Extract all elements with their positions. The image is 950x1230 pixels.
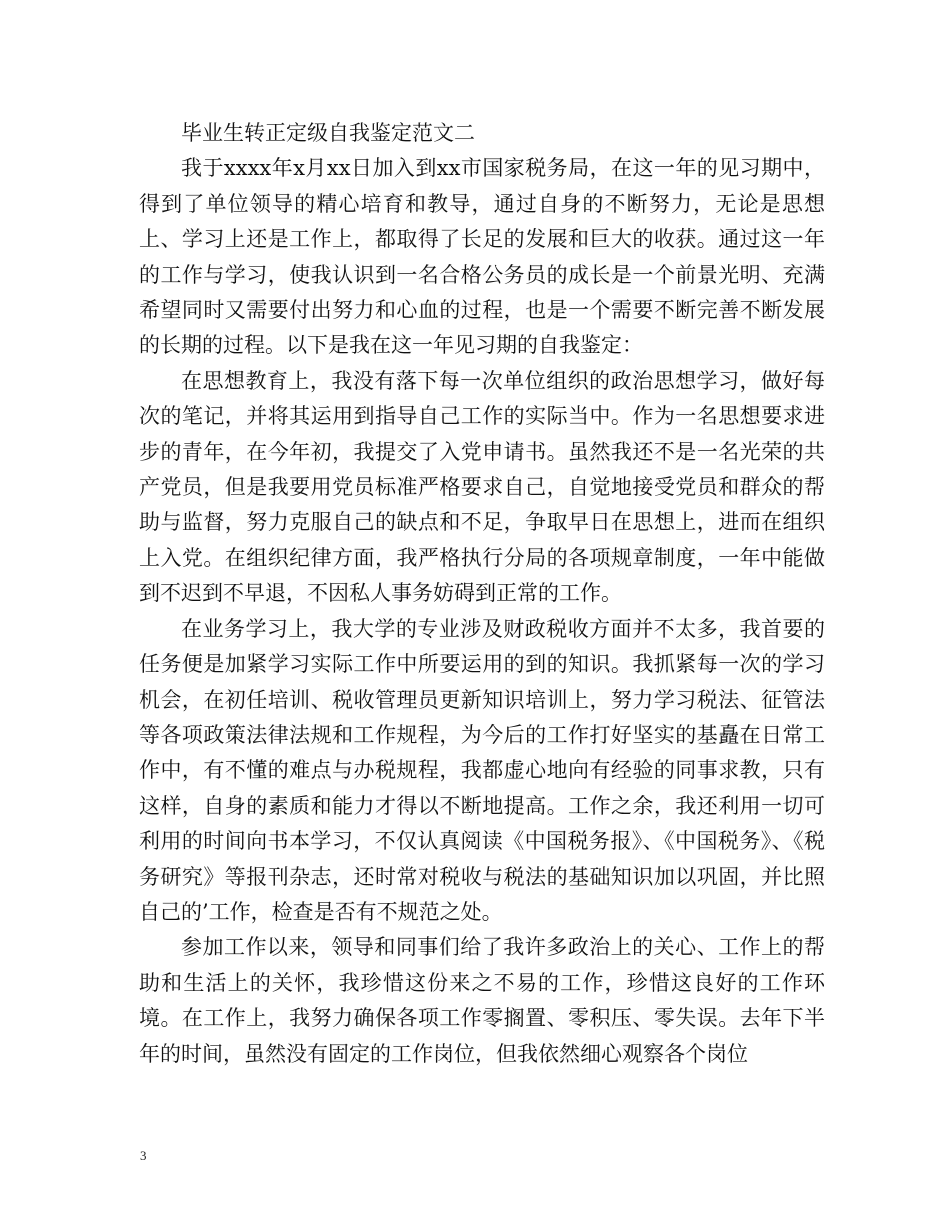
document-title: 毕业生转正定级自我鉴定范文二 <box>181 121 475 145</box>
paragraph-3: 在业务学习上，我大学的专业涉及财政税收方面并不太多，我首要的任务便是加紧学习实际工作中所要运用的到的知识。我抓紧每一次的学习机会，在初任培训、税收管理员更新知识培训上，努力学习税法、征管法等各项政策法律法规和工作规程，为今后的工作打好坚实的基矗在日常工作中，有不懂的难点与办税规程，我都虚心地向有经验的同事求教，只有这样，自身的素质和能力才得以不断地提高。工作之余，我还利用一切可利用的时间向书本学习，不仅认真阅读《中国税务报》、《中国税务》、《税务研究》等报刊杂志，还时常对税收与税法的基础知识加以巩固，并比照自己的’工作，检查是否有不规范之处。 <box>139 616 825 924</box>
paragraph-4: 参加工作以来，领导和同事们给了我许多政治上的关心、工作上的帮助和生活上的关怀，我珍惜这份来之不易的工作，珍惜这良好的工作环境。在工作上，我努力确保各项工作零搁置、零积压、零失误。去年下半年的时间，虽然没有固定的工作岗位，但我依然细心观察各个岗位 <box>139 935 825 1066</box>
document-body <box>139 116 825 1072</box>
page-number: 3 <box>140 1148 147 1163</box>
paragraph-2: 在思想教育上，我没有落下每一次单位组织的政治思想学习，做好每次的笔记，并将其运用到指导自己工作的实际当中。作为一名思想要求进步的青年，在今年初，我提交了入党申请书。虽然我还不是一名光荣的共产党员，但是我要用党员标准严格要求自己，自觉地接受党员和群众的帮助与监督，努力克服自己的缺点和不足，争取早日在思想上，进而在组织上入党。在组织纪律方面，我严格执行分局的各项规章制度，一年中能做到不迟到不早退，不因私人事务妨碍到正常的工作。 <box>139 368 825 606</box>
paragraph-1: 我于xxxx年x月xx日加入到xx市国家税务局，在这一年的见习期中，得到了单位领导的精心培育和教导，通过自身的不断努力，无论是思想上、学习上还是工作上，都取得了长足的发展和巨大的收获。通过这一年的工作与学习，使我认识到一名合格公务员的成长是一个前景光明、充满希望同时又需要付出努力和心血的过程，也是一个需要不断完善不断发展的长期的过程。以下是我在这一年见习期的自我鉴定： <box>139 156 825 358</box>
